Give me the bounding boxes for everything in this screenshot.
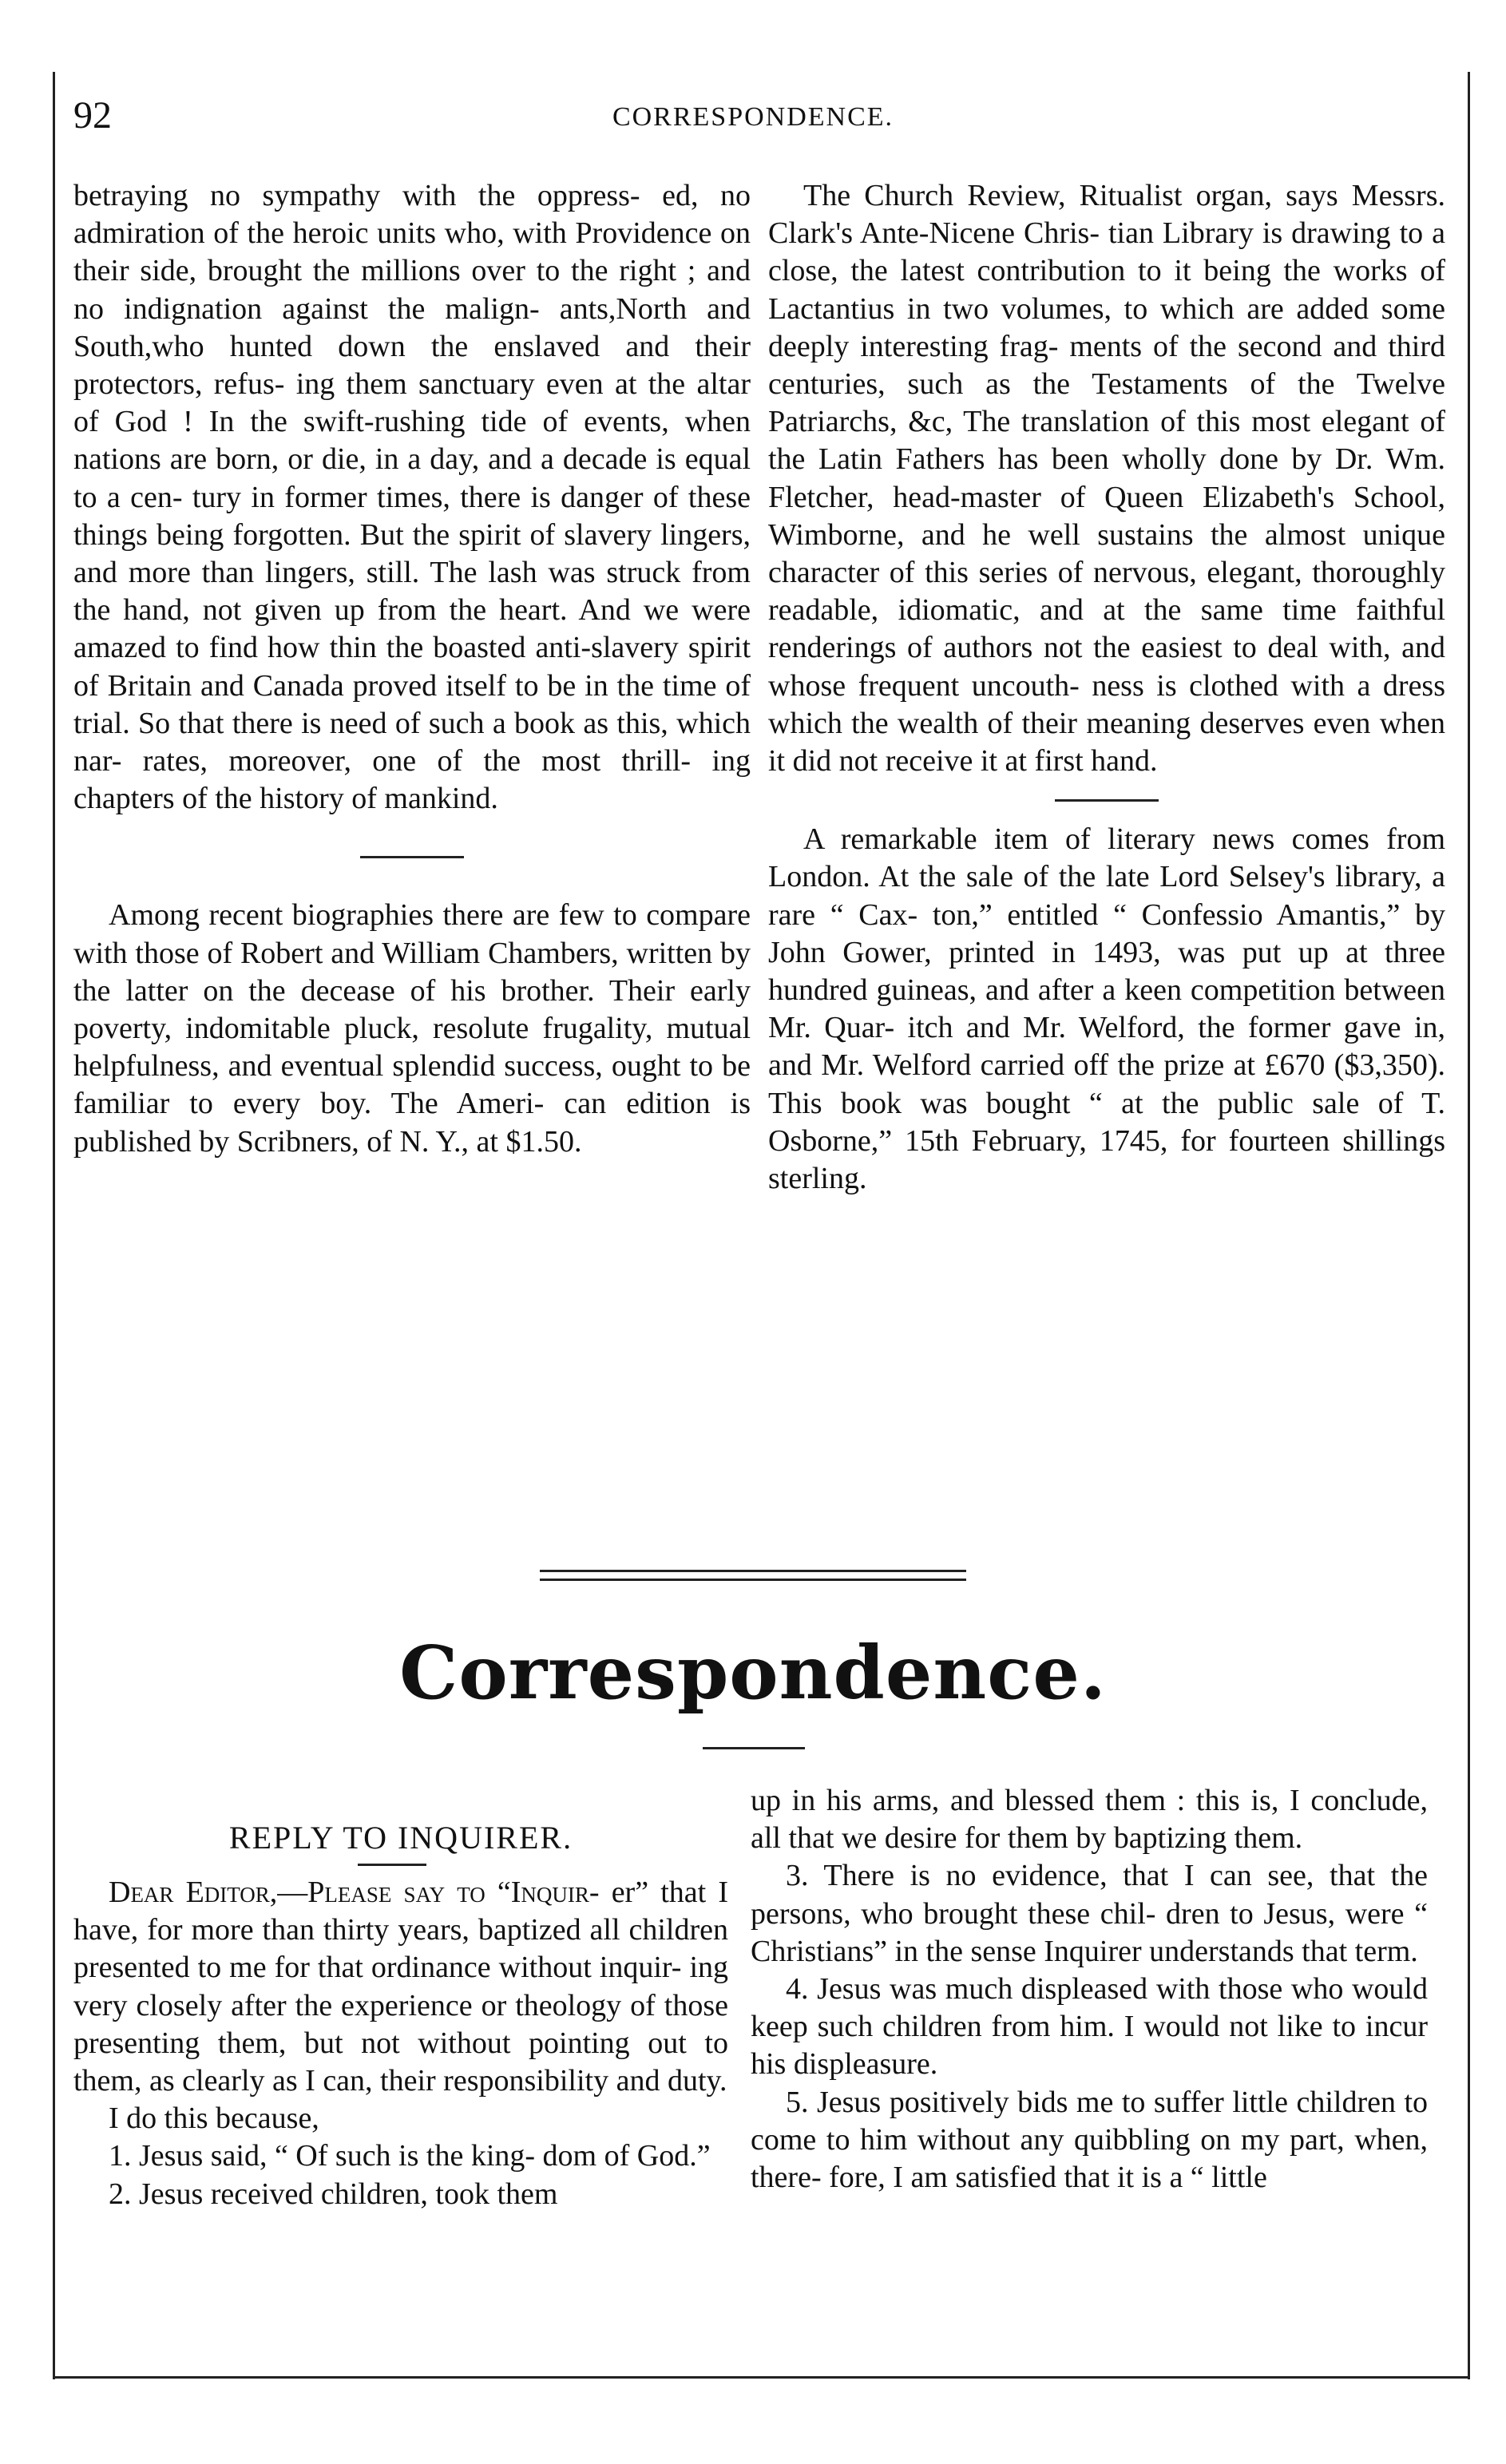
text-line: Among recent biographies there are [109, 898, 550, 933]
text-line: “ at the public sale of T. Osborne,” 15th [768, 1086, 1446, 1158]
text-line: latter on the decease of his brother. [125, 973, 595, 1008]
text-line: been wholly done by Dr. Wm. Fletcher, [768, 442, 1446, 514]
text-line: betraying no sympathy with the oppress- [73, 179, 640, 212]
text-line: February, 1745, for fourteen shillings [971, 1123, 1446, 1158]
paragraph-gap [768, 802, 1445, 821]
text-line: from the hand, not given up from the [73, 556, 751, 628]
top-left-column [73, 177, 751, 1161]
text-line: up at three hundred guineas, and after [768, 935, 1445, 1008]
text-line: Patriarchs, &c, The translation of this [768, 405, 1241, 439]
caxton-paragraph [768, 821, 1445, 1198]
text-line: in a day, and a decade is equal to a cen- [73, 442, 751, 514]
text-line: as clearly as I can, their responsibility [149, 2064, 609, 2098]
article-heading: REPLY TO INQUIRER. [228, 1820, 573, 1856]
text-line: years, baptized all children presented to [73, 1913, 728, 1985]
text-line: ants,North and South,who hunted down [73, 291, 751, 363]
bottom-border-rule [53, 2376, 1470, 2379]
text-line: heart. And we were amazed to find how [73, 593, 751, 665]
text-line: wealth of their meaning deserves even [897, 706, 1371, 740]
text-line: ing them sanctuary even at the altar of [73, 367, 751, 439]
text-line: in, and Mr. Welford carried off the prize [768, 1011, 1446, 1083]
text-line: ed, no admiration of the heroic units [73, 179, 751, 251]
text-line: that the persons, who brought these chil- [751, 1859, 1429, 1931]
text-line: idiomatic, and at the same time faithful [898, 593, 1445, 628]
text-line: than lingers, still. The lash was struck [201, 556, 681, 590]
text-line: 3. There is no evidence, that I can see, [786, 1859, 1314, 1893]
text-line: head-master of Queen Elizabeth's School, [893, 480, 1445, 514]
text-line: ing very closely after the experience [73, 1951, 729, 2022]
text-line: events, when nations are born, or die, [73, 405, 751, 477]
text-line: by baptizing them. [1076, 1821, 1303, 1856]
text-line: Their early poverty, indomitable pluck, [73, 973, 751, 1046]
text-line: I do this because, [109, 2102, 319, 2136]
running-head: CORRESPONDENCE. [612, 102, 894, 132]
text-line: itch and Mr. Welford, the former gave [907, 1011, 1401, 1045]
text-line: sterling. [768, 1162, 867, 1196]
text-line: sense Inquirer understands that term. [970, 1934, 1418, 1968]
text-line: renderings of authors not the easiest to [768, 631, 1257, 665]
paragraph-gap [73, 818, 751, 856]
text-line: John Gower, printed in 1493, was put [768, 935, 1282, 969]
reason-1 [73, 2137, 728, 2175]
church-review-paragraph [768, 177, 1445, 780]
title-underline-rule [703, 1747, 805, 1749]
text-line: when it did not receive it at first hand. [768, 706, 1446, 778]
text-line: need of such a book as this, which nar- [73, 706, 751, 778]
text-line: the enslaved and their protectors, refus- [73, 329, 751, 402]
text-line: I conclude, all that we desire for them [751, 1784, 1428, 1856]
text-line: such as the Testaments of the Twelve [907, 367, 1445, 402]
text-line: dom of God.” [542, 2139, 711, 2173]
text-line: ments of the second and third centuries, [768, 329, 1445, 402]
text-line: up in his arms, and blessed them : this is, [751, 1784, 1279, 1817]
text-line: from him. I would not like to incur [991, 2010, 1429, 2044]
text-line: A remarkable item of literary news [803, 822, 1275, 857]
text-line: be familiar to every boy. The Ameri- [73, 1049, 751, 1121]
reply-letter-body [73, 1874, 728, 2100]
text-line: at £670 ($3,350). This book was bought [768, 1048, 1445, 1120]
reply-right-column [751, 1782, 1428, 2197]
text-line: ness is clothed with a dress which the [768, 668, 1446, 740]
text-line: and eventual splendid success, ought to [228, 1049, 714, 1083]
right-border-rule [1468, 72, 1470, 2379]
text-line: of N. Y., at $1.50. [367, 1124, 582, 1159]
text-line: tian Library is drawing to a close, the [768, 216, 1446, 288]
text-line: dren to Jesus, were “ Christians” in the [751, 1896, 1429, 1968]
text-line: a keen competition between Mr. Quar- [768, 973, 1445, 1045]
reason-3 [751, 1857, 1428, 1971]
text-line: Wimborne, and he well sustains the [768, 517, 1248, 552]
reason-4 [751, 1971, 1428, 2084]
text-line: latest contribution to it being the works [900, 254, 1408, 288]
reason-5 [751, 2084, 1428, 2197]
text-line: tury in former times, there is danger [192, 480, 644, 514]
text-line: of Lactantius in two volumes, to which [768, 254, 1445, 326]
text-line: almost unique character of this series of [768, 517, 1445, 590]
text-line: 4. Jesus was much displeased with [786, 1972, 1211, 2006]
reply-left-column [73, 1817, 728, 2213]
text-line: can edition is published by Scribners, [73, 1087, 751, 1159]
top-right-column [768, 177, 1445, 1198]
chambers-paragraph [73, 897, 751, 1160]
section-title: Correspondence. [399, 1630, 1107, 1716]
text-line: and no indignation against the malign- [73, 254, 751, 326]
text-line: ton,” entitled “ Confessio Amantis,” by [932, 897, 1446, 932]
text-line: me for that ordinance without inquir- [229, 1951, 682, 1985]
text-line: God ! In the swift-rushing tide of [114, 405, 569, 439]
text-line: and duty. [616, 2064, 727, 2098]
text-line: are added some deeply interesting frag- [768, 291, 1445, 363]
text-line: 1. Jesus said, “ Of such is the king- [109, 2139, 536, 2173]
text-line: of these things being forgotten. But [73, 480, 751, 552]
page-header [0, 92, 1506, 140]
section-double-rule [540, 1570, 966, 1581]
text-line: his displeasure. [751, 2047, 938, 2082]
text-line: who, with Providence on their side, [73, 216, 751, 288]
text-line: rates, moreover, one of the most thrill- [142, 744, 692, 778]
text-line: resolute frugality, mutual helpfulness, [73, 1012, 751, 1083]
reason-2 [73, 2176, 728, 2213]
text-line: or theology of those presenting them, [73, 1988, 728, 2060]
text-line: ing chapters of the history of mankind. [73, 744, 751, 816]
text-line: 5. Jesus positively bids me to suffer [786, 2085, 1224, 2119]
text-line: but not without pointing out to them, [73, 2026, 728, 2098]
text-line: nervous, elegant, thoroughly readable, [768, 556, 1445, 628]
paragraph-gap [768, 780, 1445, 799]
text-line: fore, I am satisfied that it is a “ little [829, 2161, 1267, 2195]
text-line: in the time of trial. So that there is [73, 668, 751, 740]
text-line: Dear Editor,—Please say to “Inquir- [109, 1876, 600, 1909]
text-line: brought the millions over to the right ; [207, 254, 696, 288]
text-line: comes from London. At the sale of the [768, 822, 1446, 894]
paragraph-gap [73, 858, 751, 897]
reason-intro [73, 2100, 728, 2137]
text-line: few to compare with those of Robert [73, 898, 751, 970]
text-line: those who would keep such children [751, 1972, 1428, 2044]
reason-2-continued [751, 1782, 1428, 1857]
text-line: any quibbling on my part, when, there- [751, 2122, 1429, 2195]
text-line: late Lord Selsey's library, a rare “ Cax- [768, 860, 1445, 932]
text-line: little children to come to him without [751, 2085, 1429, 2157]
text-line: Britain and Canada proved itself to be [107, 668, 577, 703]
text-line: and William Chambers, written by the [73, 936, 751, 1008]
text-line: er” that I have, for more than thirty [73, 1876, 728, 1947]
slavery-paragraph [73, 177, 751, 818]
text-line: the spirit of slavery lingers, and more [73, 517, 751, 590]
text-line: thin the boasted anti-slavery spirit of [73, 631, 751, 703]
text-line: The Church Review, Ritualist organ, [803, 179, 1272, 212]
text-line: 2. Jesus received children, took them [109, 2177, 558, 2211]
text-line: says Messrs. Clark's Ante-Nicene Chris- [768, 179, 1445, 251]
text-line: most elegant of the Latin Fathers has [768, 405, 1445, 477]
heading-rule [358, 1864, 426, 1866]
text-line: deal with, and whose frequent uncouth- [768, 631, 1445, 703]
page-number: 92 [73, 94, 112, 137]
left-border-rule [53, 72, 55, 2379]
